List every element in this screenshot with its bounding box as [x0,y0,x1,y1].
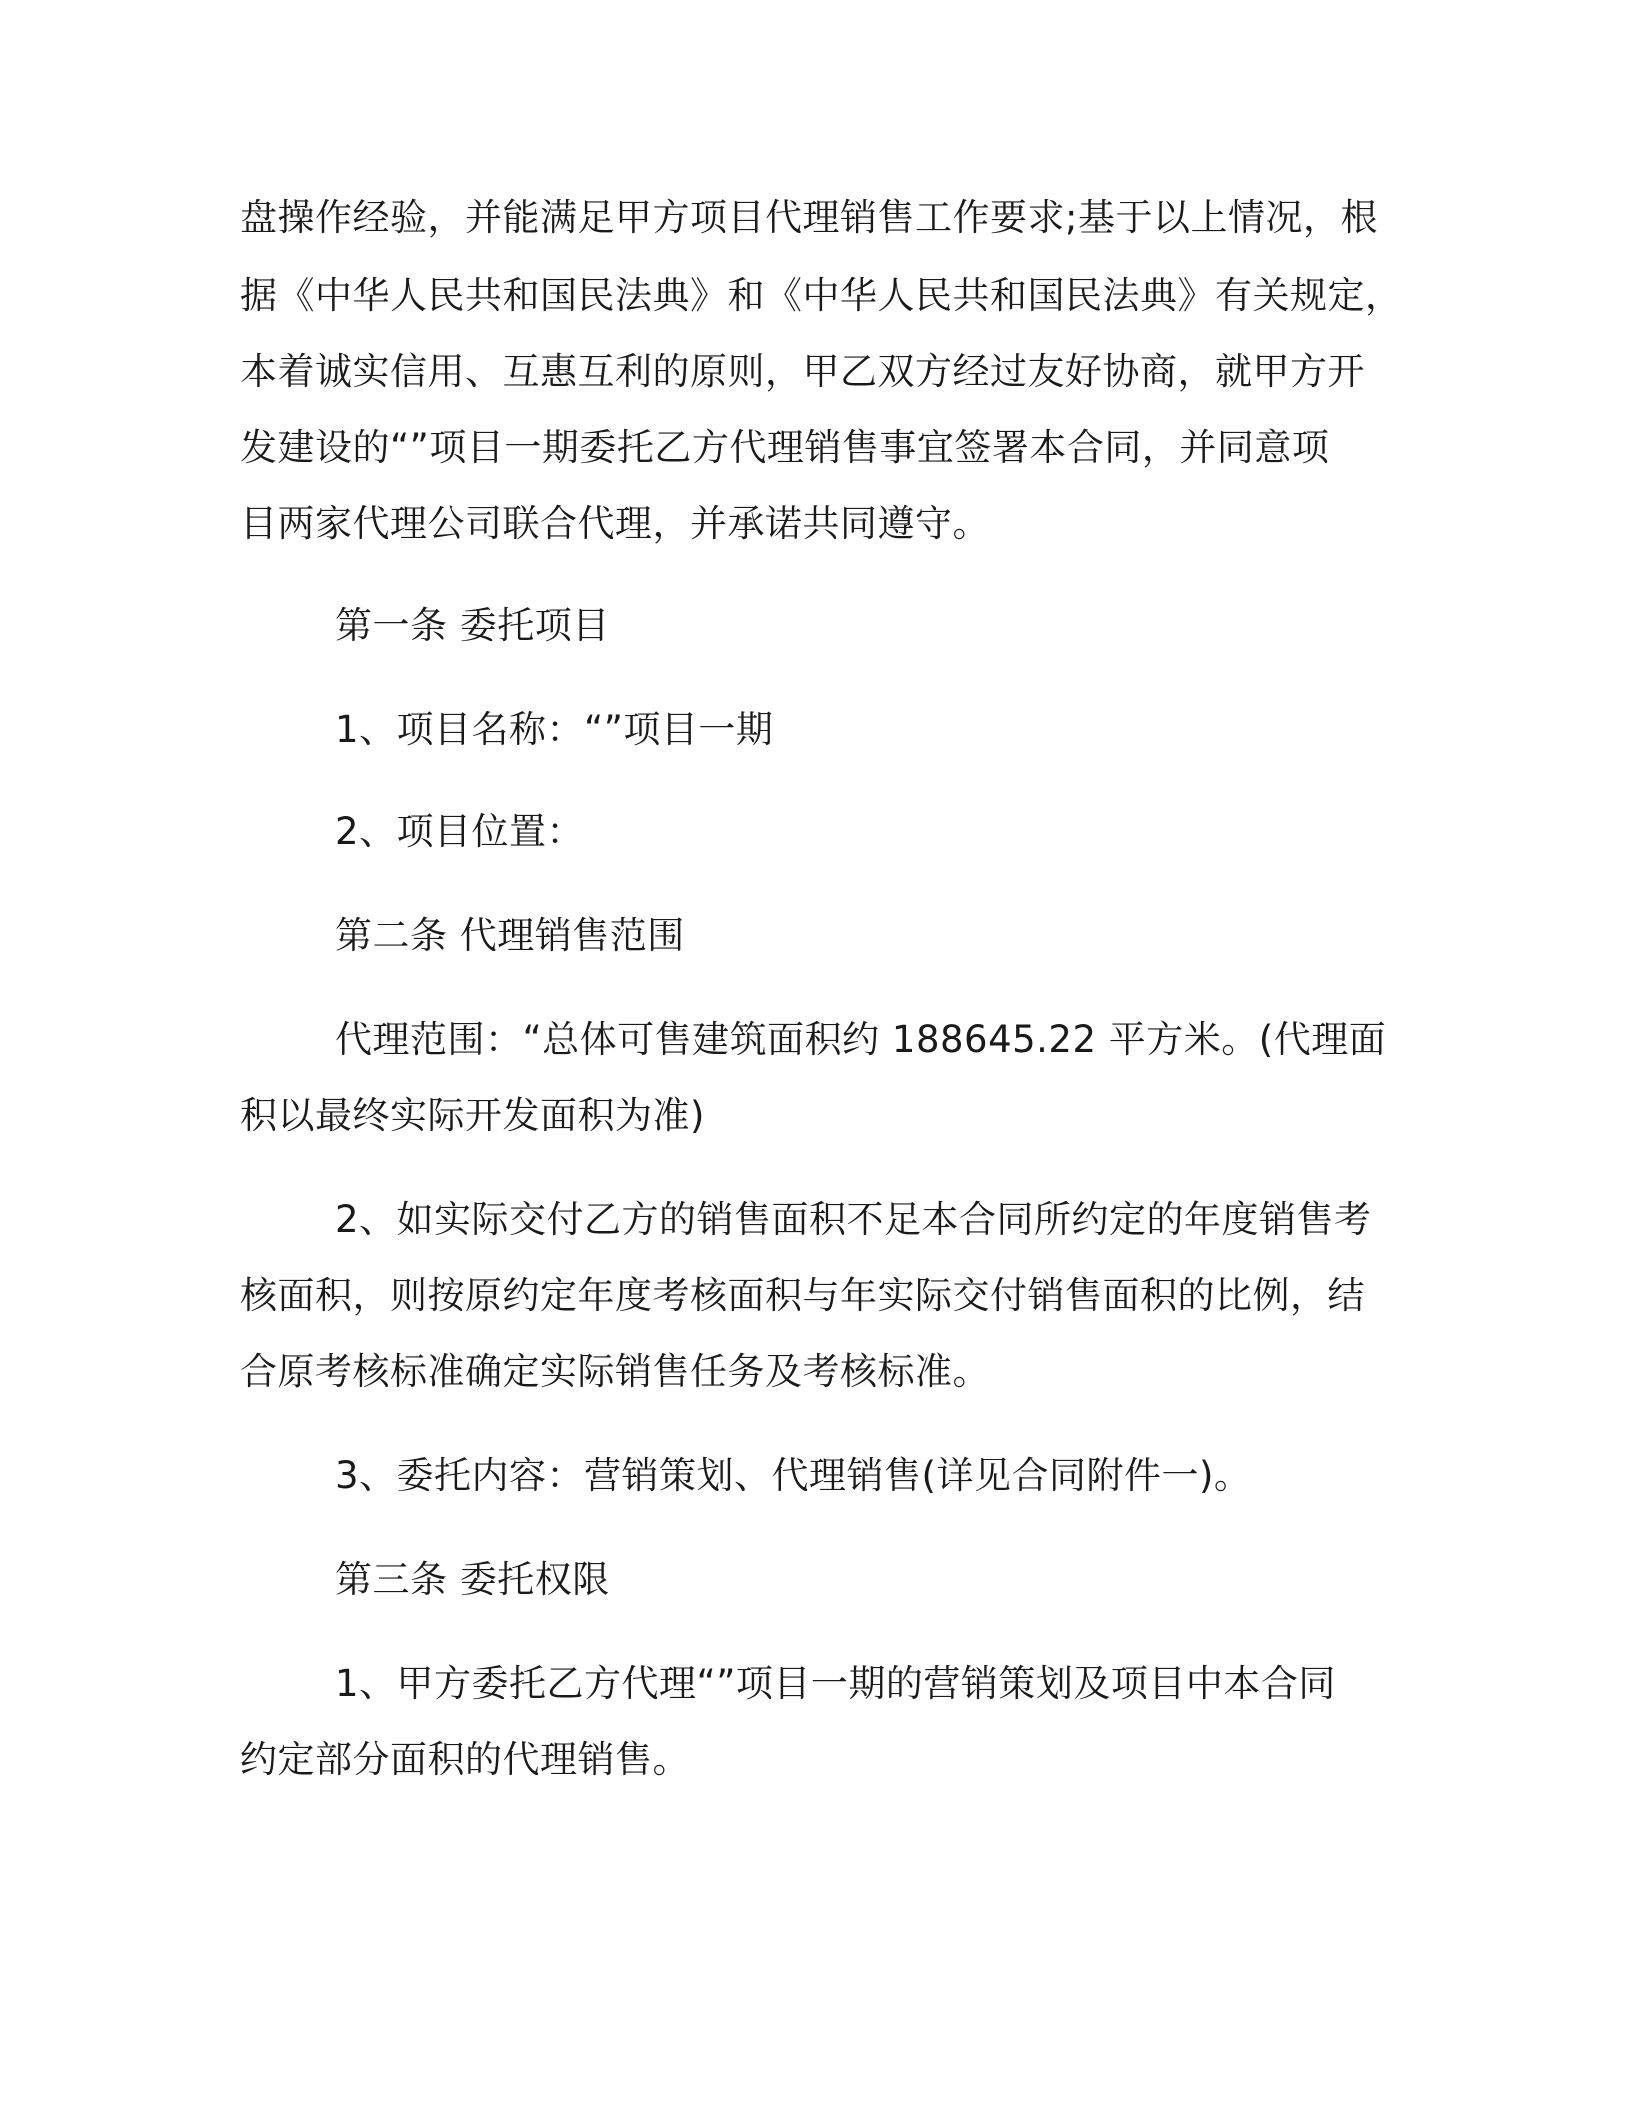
article-heading-3: 第三条 委托权限 [335,1558,610,1601]
list-item: 3、委托内容：营销策划、代理销售(详见合同附件一)。 [335,1454,1252,1497]
list-item: 2、项目位置： [335,810,585,853]
paragraph-line: 积以最终实际开发面积为准) [240,1094,705,1137]
article-heading-2: 第二条 代理销售范围 [335,914,685,957]
list-item: 2、如实际交付乙方的销售面积不足本合同所约定的年度销售考 [335,1198,1372,1241]
paragraph-line: 核面积，则按原约定年度考核面积与年实际交付销售面积的比例，结 [240,1274,1365,1317]
paragraph-line: 盘操作经验，并能满足甲方项目代理销售工作要求;基于以上情况，根 [240,196,1378,239]
paragraph-line: 约定部分面积的代理销售。 [240,1738,690,1781]
paragraph-line: 本着诚实信用、互惠互利的原则，甲乙双方经过友好协商，就甲方开 [240,350,1365,393]
list-item: 1、甲方委托乙方代理“”项目一期的营销策划及项目中本合同 [335,1662,1336,1705]
paragraph-line: 据《中华人民共和国民法典》和《中华人民共和国民法典》有关规定， [240,274,1403,317]
paragraph-line: 目两家代理公司联合代理，并承诺共同遵守。 [240,502,990,545]
paragraph-line: 发建设的“”项目一期委托乙方代理销售事宜签署本合同，并同意项 [240,426,1330,469]
paragraph-line: 合原考核标准确定实际销售任务及考核标准。 [240,1350,990,1393]
list-item: 1、项目名称：“”项目一期 [335,708,774,751]
article-heading-1: 第一条 委托项目 [335,604,610,647]
paragraph-line: 代理范围：“总体可售建筑面积约 188645.22 平方米。(代理面 [335,1018,1387,1061]
